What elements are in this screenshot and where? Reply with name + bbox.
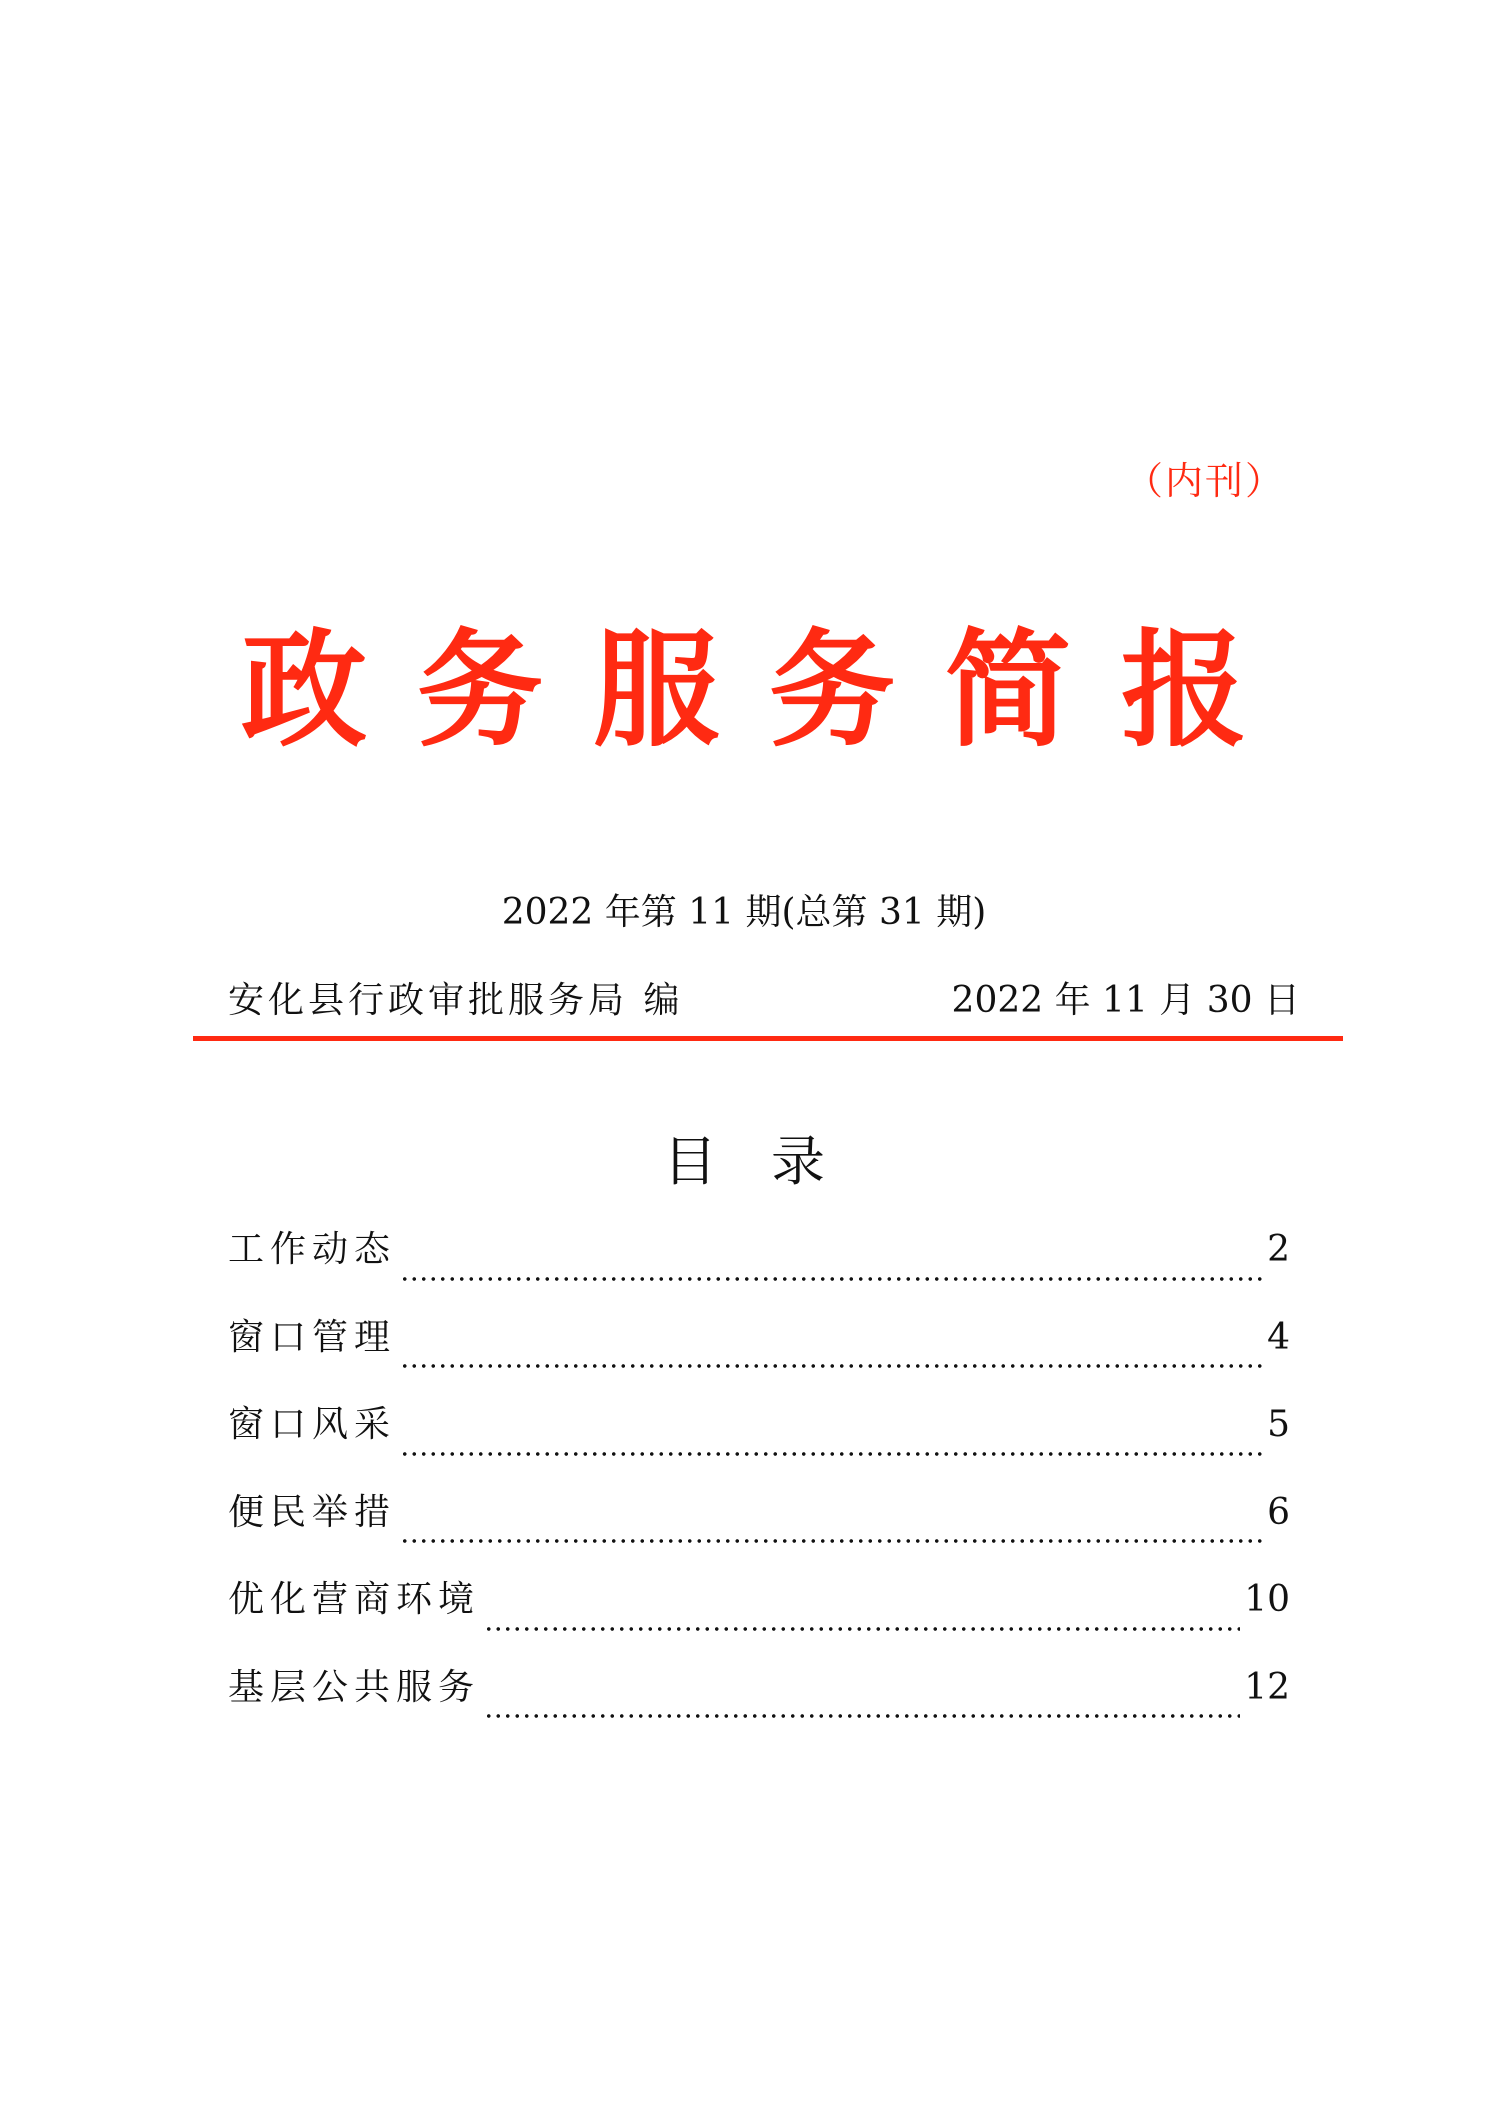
dot-leader xyxy=(400,1451,1263,1457)
issue-number: 2022 年第 11 期(总第 31 期) xyxy=(501,892,987,933)
toc-item-page: 2 xyxy=(1267,1229,1290,1270)
toc-item[interactable] xyxy=(228,1229,1290,1320)
toc-item-label: 便民举措 xyxy=(228,1491,397,1533)
dot-leader xyxy=(484,1626,1240,1632)
dot-leader xyxy=(400,1276,1263,1282)
toc-item-label: 窗口管理 xyxy=(228,1316,397,1358)
toc-item[interactable] xyxy=(228,1579,1290,1670)
publisher-row xyxy=(228,980,1300,1027)
toc-item-page: 6 xyxy=(1267,1491,1290,1533)
toc-item-label: 优化营商环境 xyxy=(228,1579,481,1620)
toc-item[interactable] xyxy=(228,1491,1290,1583)
toc-item-page: 4 xyxy=(1267,1316,1290,1358)
toc-item-page: 5 xyxy=(1267,1404,1290,1445)
toc-title: 目录 xyxy=(663,1130,879,1193)
dot-leader xyxy=(400,1538,1263,1544)
toc-item-label: 工作动态 xyxy=(228,1229,397,1270)
publish-date: 2022 年 11 月 30 日 xyxy=(951,980,1300,1021)
toc-item-page: 12 xyxy=(1244,1666,1290,1708)
dot-leader xyxy=(484,1713,1240,1719)
toc-item[interactable] xyxy=(228,1666,1290,1758)
table-of-contents xyxy=(228,1229,1290,1757)
dot-leader xyxy=(400,1363,1263,1369)
toc-item[interactable] xyxy=(228,1404,1290,1495)
masthead-title: 政务服务简报 xyxy=(241,617,1297,764)
toc-item-label: 窗口风采 xyxy=(228,1404,397,1445)
internal-publication-tag: （内刊） xyxy=(1124,459,1285,503)
red-divider-rule xyxy=(193,1036,1343,1041)
toc-item-label: 基层公共服务 xyxy=(228,1666,481,1708)
toc-item-page: 10 xyxy=(1244,1579,1290,1620)
publisher-name: 安化县行政审批服务局 编 xyxy=(228,980,684,1021)
toc-item[interactable] xyxy=(228,1316,1290,1408)
